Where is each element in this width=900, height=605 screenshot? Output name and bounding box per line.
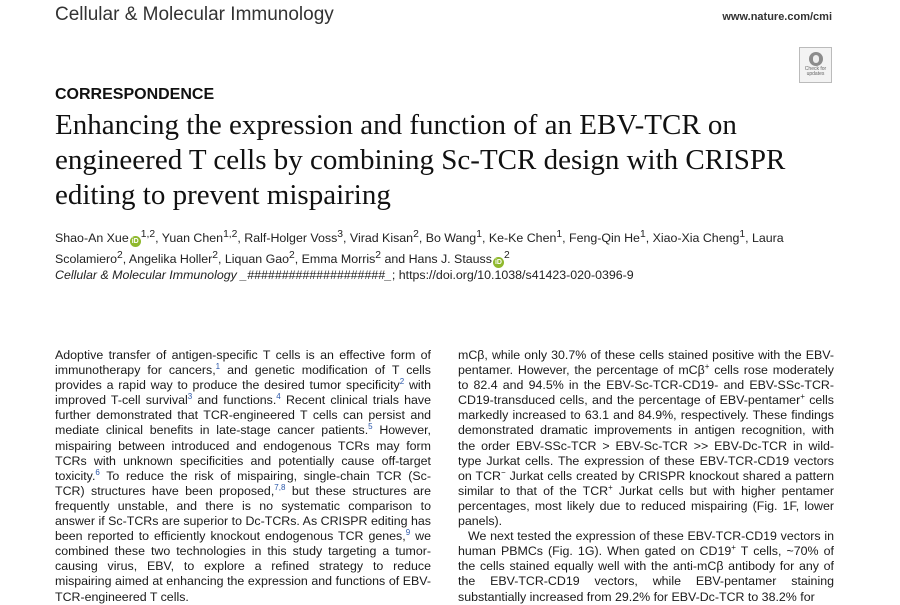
superscript-sign: − [500, 467, 506, 477]
body-column-right [458, 348, 834, 605]
reference-link[interactable]: 6 [95, 467, 100, 477]
author-name: , Emma Morris [294, 252, 376, 267]
body-paragraph [458, 348, 834, 529]
affiliation-ref: 2 [375, 250, 382, 262]
author-name: , Bo Wang [418, 231, 477, 246]
author-name: , Feng-Qin He [562, 231, 640, 246]
affiliation-ref: 1,2 [140, 229, 156, 240]
body-text: T cells, ~70% of the cells stained equally well with the anti-mCβ antibody for any of the EBV-TCR-CD19 vectors, while EBV-pentamer staining substantially increased from 29.2% for EBV-Dc-TCR to 38.2% for [458, 544, 834, 604]
author-name: , Xiao-Xia Cheng [645, 231, 740, 246]
body-text: Jurkat cells but with higher pentamer percentages, most likely due to reduced mispairing (Fig. 1F, lower panels). [458, 483, 835, 529]
reference-link[interactable]: 7,8 [274, 482, 286, 492]
superscript-sign: + [608, 482, 613, 492]
section-label: CORRESPONDENCE [55, 86, 215, 103]
reference-link[interactable]: 3 [187, 392, 193, 402]
affiliation-ref: 1 [639, 229, 646, 240]
body-paragraph [458, 529, 834, 604]
affiliation-ref: 2 [503, 250, 510, 262]
body-text: cells markedly increased to 63.1 and 84.9%, respectively. These findings demonstrated dramatic improvements in antigen recognition, with the order EBV-SSc-TCR > EBV-Sc-TCR >> EBV-Dc-TCR in wild-type Jurkat cells. The expression of these EBV-TCR-CD19 vectors on TCR [458, 393, 835, 483]
author-name: , Liquan Gao [218, 252, 289, 267]
body-column-left [55, 348, 431, 605]
body-text: However, mispairing between introduced and endogenous TCRs may form TCRs with unknown specificities and potentially cause off-target toxicity. [55, 423, 431, 483]
affiliation-ref: 1 [739, 229, 746, 240]
reference-link[interactable]: 2 [399, 377, 405, 387]
affiliation-ref: 1 [476, 229, 482, 240]
reference-link[interactable]: 1 [215, 361, 221, 371]
body-text: mCβ, while only 30.7% of these cells stained positive with the EBV-pentamer. However, the percentage of mCβ [458, 348, 834, 378]
crossmark-label-1: Check for [804, 66, 827, 72]
body-text: Jurkat cells created by CRISPR knockout shared a pattern similar to that of the TCR [458, 468, 834, 498]
body-text: Recent clinical trials have further demonstrated that TCR-engineered T cells can persist and mediate clinical benefits in late-stage cancer patients. [55, 393, 432, 438]
check-for-updates-badge[interactable] [799, 47, 832, 83]
affiliation-ref: 2 [413, 229, 419, 240]
author-name: , Ralf-Holger Voss [237, 231, 338, 246]
body-paragraph [55, 348, 431, 605]
reference-link[interactable]: 4 [276, 392, 281, 402]
body-text: We next tested the expression of these EBV-TCR-CD19 vectors in human PBMCs (Fig. 1G). When gated on CD19 [458, 529, 834, 559]
reference-link[interactable]: 5 [368, 422, 373, 432]
author-list [55, 226, 845, 268]
crossmark-icon [809, 52, 823, 66]
author-name: , Laura Scolamiero [55, 231, 784, 267]
superscript-sign: + [800, 392, 805, 402]
crossmark-label-2: updates [806, 71, 825, 77]
citation-doi[interactable]: ; https://doi.org/10.1038/s41423-020-0396-9 [391, 268, 634, 282]
author-name: , Ke-Ke Chen [481, 231, 557, 246]
article-title: Enhancing the expression and function of an EBV-TCR on engineered T cells by combining Sc-TCR design with CRISPR editing to prevent mispairing [55, 109, 786, 211]
author-name: and Hans J. Stauss [381, 252, 492, 267]
citation-journal: Cellular & Molecular Immunology _####################_ [55, 268, 392, 282]
body-text: Adoptive transfer of antigen-specific T cells is an effective form of immunotherapy for cancers, [55, 348, 431, 378]
author-name: Shao-An Xue [55, 231, 129, 246]
affiliation-ref: 3 [337, 229, 344, 240]
body-text: with improved T-cell survival [55, 378, 431, 408]
citation-line [55, 268, 634, 282]
reference-link[interactable]: 9 [405, 528, 411, 537]
author-name: , Yuan Chen [155, 231, 224, 246]
body-text: To reduce the risk of mispairing, single-chain TCR (Sc-TCR) structures have been proposed, [55, 468, 431, 498]
body-text: but these structures are frequently unstable, and there is no systematic comparison to answer if Sc-TCRs are superior to Dc-TCRs. As CRISPR editing has been reported to efficiently knockout endogenous TCR genes, [55, 483, 431, 544]
body-text: cells rose moderately to 82.4 and 94.5% in the EBV-Sc-TCR-CD19- and EBV-SSc-TCR-CD19-transduced cells, and the percentage of EBV-pentamer [458, 363, 834, 408]
orcid-icon[interactable]: iD [131, 238, 139, 246]
affiliation-ref: 2 [212, 250, 219, 262]
affiliation-ref: 2 [289, 250, 295, 262]
superscript-sign: + [731, 543, 736, 553]
journal-url[interactable]: www.nature.com/cmi [722, 11, 832, 23]
orcid-icon[interactable]: iD [494, 259, 502, 267]
body-text: and functions. [192, 393, 277, 408]
author-name: , Angelika Holler [122, 252, 213, 267]
author-name: , Virad Kisan [343, 231, 414, 246]
affiliation-ref: 2 [116, 250, 123, 262]
affiliation-ref: 1 [556, 229, 563, 240]
body-text: we combined these two technologies in this study targeting a tumor-causing virus, EBV, to explore a refined strategy to reduce mispairing aimed at enhancing the expression and functions of EBV-TCR-engineered T cells. [55, 529, 431, 604]
journal-name: Cellular & Molecular Immunology [55, 4, 334, 25]
superscript-sign: + [704, 361, 710, 371]
body-text: and genetic modification of T cells provides a rapid way to produce the desired tumor specificity [55, 363, 431, 393]
affiliation-ref: 1,2 [223, 229, 238, 240]
